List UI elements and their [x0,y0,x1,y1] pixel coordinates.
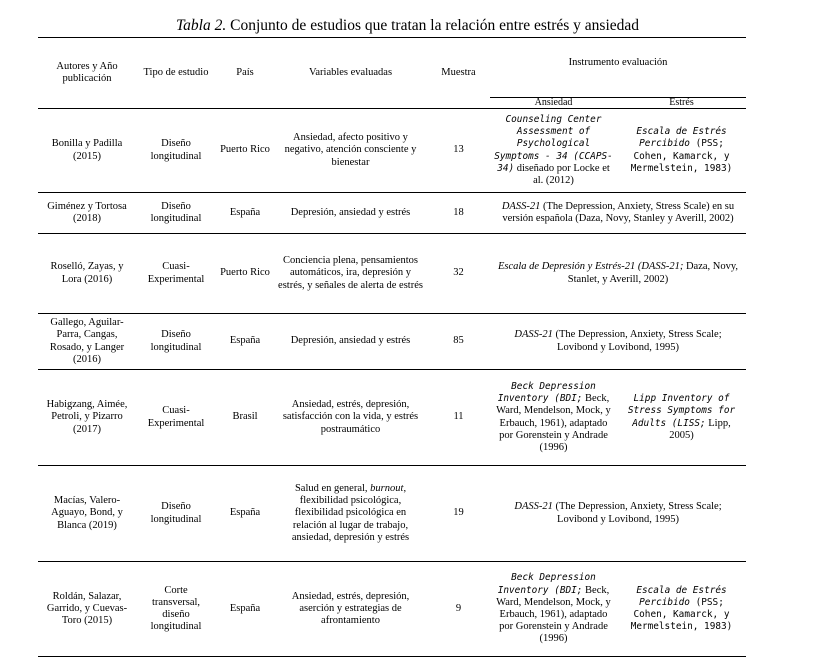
cell-type: Corte transversal, diseño longitudinal [136,562,216,657]
header-study-type: Tipo de estudio [136,38,216,109]
instrument-detail: Beck, Ward, Mendelson, Mock, y Erbauch, 1961), adaptado por Gorenstein y Andrade (1996) [496,584,611,645]
instrument-detail: Beck, Ward, Mendelson, Mock, y Erbauch, 1961), adaptado por Gorenstein y Andrade (1996) [496,393,611,453]
cell-authors: Macías, Valero-Aguayo, Bond, y Blanca (2019) [38,466,136,562]
cell-type: Diseño longitudinal [136,109,216,193]
cell-stress [617,109,746,193]
cell-type: Diseño longitudinal [136,466,216,562]
variables-text: Salud en general, [294,482,371,494]
header-authors: Autores y Año publicación [38,38,136,109]
cell-country: Puerto Rico [216,109,274,193]
instrument-name: Escala de Estrés Percibido [636,126,727,150]
cell-variables: Ansiedad, afecto positivo y negativo, atención consciente y bienestar [274,109,427,193]
cell-country: España [216,193,274,234]
cell-instrument-combined [490,193,746,234]
cell-variables: Conciencia plena, pensamientos automáticos, ira, depresión y estrés, y señales de alerta de estrés [274,234,427,314]
cell-anxiety [490,562,617,657]
variables-text: , flexibilidad psicológica, flexibilidad psicológica en relación al lugar de trabajo, ansiedad, depresión y estrés [291,482,410,543]
instrument-detail: (PSS; Cohen, Kamarck, y Mermelstein, 1983) [630,138,733,174]
cell-sample: 13 [427,109,490,193]
table-row [38,234,746,314]
instrument-detail: Daza, Novy, Stanlet, y Averill, 2002) [567,261,739,285]
cell-authors: Giménez y Tortosa (2018) [38,193,136,234]
cell-type: Diseño longitudinal [136,314,216,370]
header-anxiety: Ansiedad [490,98,617,109]
cell-type: Diseño longitudinal [136,193,216,234]
studies-table [38,37,746,657]
cell-variables: Ansiedad, estrés, depresión, satisfacción con la vida, y estrés postraumático [274,370,427,466]
header-instrument: Instrumento evaluación [490,38,746,98]
instrument-name: Beck Depression Inventory (BDI; [497,572,596,596]
instrument-name: Escala de Depresión y Estrés-21 (DASS-21; [497,261,684,273]
table-caption [0,17,815,35]
cell-sample: 85 [427,314,490,370]
cell-sample: 9 [427,562,490,657]
table-row [38,193,746,234]
cell-sample: 18 [427,193,490,234]
instrument-detail: (The Depression, Anxiety, Stress Scale) en su versión española (Daza, Novy, Stanley y Averill, 2002) [502,200,735,224]
cell-variables: Depresión, ansiedad y estrés [274,193,427,234]
table-row [38,314,746,370]
instrument-detail: (The Depression, Anxiety, Stress Scale; Lovibond y Lovibond, 1995) [552,329,722,353]
cell-country: España [216,466,274,562]
cell-stress [617,562,746,657]
cell-instrument-combined [490,466,746,562]
instrument-name: DASS-21 [514,329,553,341]
instrument-detail: (The Depression, Anxiety, Stress Scale; Lovibond y Lovibond, 1995) [552,501,722,525]
header-variables: Variables evaluadas [274,38,427,109]
instrument-name: Escala de Estrés Percibido [636,584,727,608]
caption-text: Conjunto de estudios que tratan la relación entre estrés y ansiedad [226,17,640,34]
instrument-name: Counseling Center Assessment of Psychological Symptoms - 34 (CCAPS-34) [494,113,613,174]
header-sample: Muestra [427,38,490,109]
header-country: País [216,38,274,109]
cell-variables [274,466,427,562]
caption-label: Tabla 2. [175,17,227,34]
instrument-name: DASS-21 [514,501,553,513]
table-row [38,562,746,657]
cell-type: Cuasi-Experimental [136,234,216,314]
instrument-name: Lipp Inventory of Stress Symptoms for Adults (LISS; [627,393,736,429]
cell-instrument-combined [490,234,746,314]
cell-country: España [216,314,274,370]
cell-anxiety [490,370,617,466]
instrument-name: DASS-21 [501,200,541,212]
cell-sample: 11 [427,370,490,466]
table-row [38,466,746,562]
cell-sample: 32 [427,234,490,314]
header-stress: Estrés [617,98,746,109]
cell-country: España [216,562,274,657]
instrument-detail: Lipp, 2005) [669,417,731,441]
cell-type: Cuasi-Experimental [136,370,216,466]
cell-authors: Roselló, Zayas, y Lora (2016) [38,234,136,314]
variables-term: burnout [370,482,404,494]
instrument-detail: (PSS; Cohen, Kamarck, y Mermelstein, 1983) [630,596,733,633]
cell-instrument-combined [490,314,746,370]
cell-authors: Roldán, Salazar, Garrido, y Cuevas-Toro (2015) [38,562,136,657]
cell-stress [617,370,746,466]
table-row [38,109,746,193]
cell-country: Brasil [216,370,274,466]
cell-anxiety [490,109,617,193]
cell-authors: Bonilla y Padilla (2015) [38,109,136,193]
cell-authors: Gallego, Aguilar-Parra, Cangas, Rosado, y Langer (2016) [38,314,136,370]
cell-sample: 19 [427,466,490,562]
table-row [38,370,746,466]
instrument-detail: diseñado por Locke et al. (2012) [514,162,610,186]
instrument-name: Beck Depression Inventory (BDI; [497,380,596,405]
cell-variables: Ansiedad, estrés, depresión, aserción y estrategias de afrontamiento [274,562,427,657]
cell-country: Puerto Rico [216,234,274,314]
cell-variables: Depresión, ansiedad y estrés [274,314,427,370]
cell-authors: Habigzang, Aimée, Petroli, y Pizarro (2017) [38,370,136,466]
